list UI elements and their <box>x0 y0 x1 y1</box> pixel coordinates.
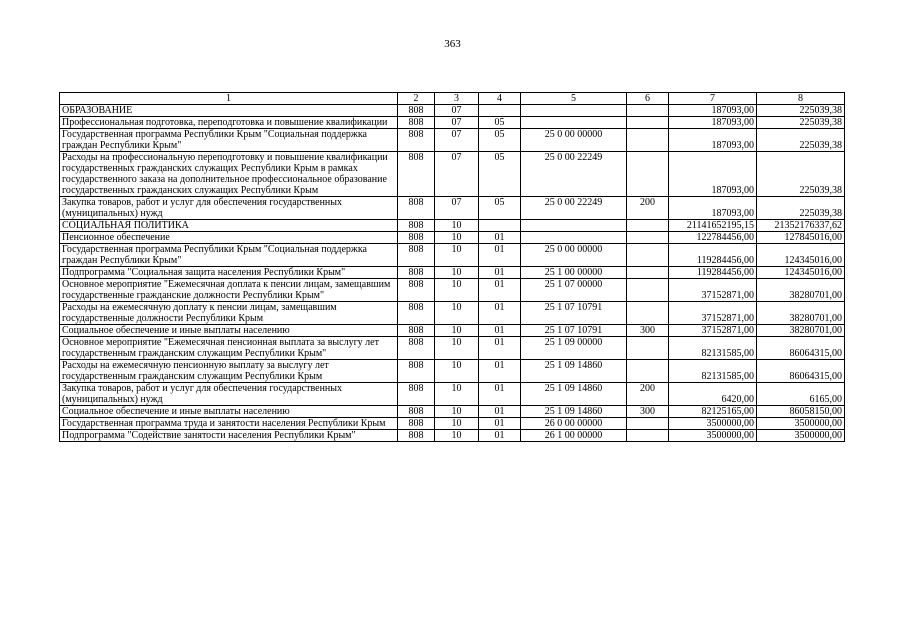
amount-year1-cell: 119284456,00 <box>669 267 757 279</box>
code-cell: 808 <box>398 105 435 117</box>
section-cell: 10 <box>435 430 479 442</box>
amount-year1-cell: 119284456,00 <box>669 244 757 267</box>
subsection-cell: 01 <box>479 383 521 406</box>
row-name-cell: Закупка товаров, работ и услуг для обеспечения государственных (муниципальных) нужд <box>60 197 398 220</box>
section-cell: 07 <box>435 117 479 129</box>
table-row <box>60 267 845 279</box>
amount-year1-cell: 3500000,00 <box>669 418 757 430</box>
column-header: 3 <box>435 93 479 105</box>
expense-type-cell <box>627 302 669 325</box>
section-cell: 10 <box>435 360 479 383</box>
amount-year2-cell: 225039,38 <box>757 117 845 129</box>
target-article-cell <box>521 220 627 232</box>
table-row <box>60 105 845 117</box>
amount-year2-cell: 21352176337,62 <box>757 220 845 232</box>
section-cell: 10 <box>435 418 479 430</box>
section-cell: 10 <box>435 383 479 406</box>
row-name-cell: Пенсионное обеспечение <box>60 232 398 244</box>
amount-year2-cell: 124345016,00 <box>757 267 845 279</box>
target-article-cell <box>521 232 627 244</box>
budget-table <box>59 92 845 442</box>
target-article-cell <box>521 117 627 129</box>
section-cell: 10 <box>435 337 479 360</box>
expense-type-cell: 200 <box>627 383 669 406</box>
subsection-cell: 01 <box>479 406 521 418</box>
target-article-cell: 25 1 09 00000 <box>521 337 627 360</box>
table-row <box>60 406 845 418</box>
section-cell: 07 <box>435 152 479 197</box>
target-article-cell: 25 1 00 00000 <box>521 267 627 279</box>
subsection-cell: 01 <box>479 360 521 383</box>
table-row <box>60 337 845 360</box>
amount-year1-cell: 122784456,00 <box>669 232 757 244</box>
code-cell: 808 <box>398 220 435 232</box>
target-article-cell: 25 0 00 22249 <box>521 152 627 197</box>
code-cell: 808 <box>398 117 435 129</box>
amount-year1-cell: 82131585,00 <box>669 337 757 360</box>
amount-year1-cell: 82131585,00 <box>669 360 757 383</box>
subsection-cell: 01 <box>479 244 521 267</box>
amount-year2-cell: 127845016,00 <box>757 232 845 244</box>
amount-year1-cell: 187093,00 <box>669 197 757 220</box>
row-name-cell: Расходы на ежемесячную доплату к пенсии лицам, замещавшим государственные должности Республики Крым <box>60 302 398 325</box>
table-row <box>60 302 845 325</box>
amount-year1-cell: 37152871,00 <box>669 279 757 302</box>
amount-year1-cell: 3500000,00 <box>669 430 757 442</box>
expense-type-cell <box>627 129 669 152</box>
column-header: 6 <box>627 93 669 105</box>
amount-year1-cell: 187093,00 <box>669 152 757 197</box>
table-row <box>60 325 845 337</box>
amount-year1-cell: 21141652195,15 <box>669 220 757 232</box>
subsection-cell: 01 <box>479 279 521 302</box>
amount-year1-cell: 187093,00 <box>669 105 757 117</box>
subsection-cell: 01 <box>479 267 521 279</box>
expense-type-cell <box>627 105 669 117</box>
target-article-cell: 25 1 07 10791 <box>521 325 627 337</box>
target-article-cell: 25 1 09 14860 <box>521 383 627 406</box>
table-row <box>60 152 845 197</box>
row-name-cell: Государственная программа Республики Крым "Социальная поддержка граждан Республики Крым" <box>60 244 398 267</box>
table-row <box>60 244 845 267</box>
table-row <box>60 220 845 232</box>
table-row <box>60 129 845 152</box>
column-header: 2 <box>398 93 435 105</box>
amount-year1-cell: 82125165,00 <box>669 406 757 418</box>
subsection-cell: 01 <box>479 418 521 430</box>
table-row <box>60 383 845 406</box>
code-cell: 808 <box>398 360 435 383</box>
expense-type-cell: 300 <box>627 406 669 418</box>
table-row <box>60 117 845 129</box>
code-cell: 808 <box>398 152 435 197</box>
section-cell: 10 <box>435 302 479 325</box>
amount-year2-cell: 3500000,00 <box>757 418 845 430</box>
amount-year1-cell: 37152871,00 <box>669 302 757 325</box>
table-header-row <box>60 93 845 105</box>
row-name-cell: СОЦИАЛЬНАЯ ПОЛИТИКА <box>60 220 398 232</box>
table-body <box>60 105 845 442</box>
amount-year2-cell: 225039,38 <box>757 105 845 117</box>
table-row <box>60 360 845 383</box>
code-cell: 808 <box>398 337 435 360</box>
row-name-cell: Расходы на профессиональную переподготовку и повышение квалификации государственных гражданских служащих Республики Крым в рамках государственного заказа на дополнительное профессиональное образование государственных гражданских служащих Республики Крым <box>60 152 398 197</box>
subsection-cell: 05 <box>479 152 521 197</box>
subsection-cell: 01 <box>479 232 521 244</box>
amount-year2-cell: 86058150,00 <box>757 406 845 418</box>
section-cell: 10 <box>435 232 479 244</box>
code-cell: 808 <box>398 244 435 267</box>
subsection-cell: 01 <box>479 325 521 337</box>
expense-type-cell <box>627 267 669 279</box>
subsection-cell: 01 <box>479 302 521 325</box>
section-cell: 10 <box>435 279 479 302</box>
column-header: 1 <box>60 93 398 105</box>
code-cell: 808 <box>398 302 435 325</box>
code-cell: 808 <box>398 430 435 442</box>
expense-type-cell <box>627 279 669 302</box>
expense-type-cell <box>627 430 669 442</box>
table-row <box>60 279 845 302</box>
table-row <box>60 418 845 430</box>
section-cell: 10 <box>435 325 479 337</box>
amount-year2-cell: 86064315,00 <box>757 360 845 383</box>
row-name-cell: Подпрограмма "Социальная защита населения Республики Крым" <box>60 267 398 279</box>
amount-year2-cell: 38280701,00 <box>757 325 845 337</box>
expense-type-cell: 300 <box>627 325 669 337</box>
target-article-cell: 25 1 07 00000 <box>521 279 627 302</box>
target-article-cell: 25 0 00 22249 <box>521 197 627 220</box>
column-header: 7 <box>669 93 757 105</box>
table-row <box>60 232 845 244</box>
subsection-cell <box>479 105 521 117</box>
amount-year1-cell: 187093,00 <box>669 117 757 129</box>
subsection-cell: 01 <box>479 430 521 442</box>
page-number: 363 <box>444 38 461 50</box>
amount-year1-cell: 187093,00 <box>669 129 757 152</box>
section-cell: 07 <box>435 197 479 220</box>
code-cell: 808 <box>398 267 435 279</box>
target-article-cell: 25 1 07 10791 <box>521 302 627 325</box>
target-article-cell: 25 0 00 00000 <box>521 129 627 152</box>
code-cell: 808 <box>398 232 435 244</box>
target-article-cell <box>521 105 627 117</box>
code-cell: 808 <box>398 129 435 152</box>
amount-year2-cell: 124345016,00 <box>757 244 845 267</box>
row-name-cell: Закупка товаров, работ и услуг для обеспечения государственных (муниципальных) нужд <box>60 383 398 406</box>
row-name-cell: Государственная программа труда и занятости населения Республики Крым <box>60 418 398 430</box>
section-cell: 10 <box>435 244 479 267</box>
amount-year2-cell: 38280701,00 <box>757 279 845 302</box>
column-header: 8 <box>757 93 845 105</box>
amount-year2-cell: 225039,38 <box>757 152 845 197</box>
subsection-cell: 05 <box>479 197 521 220</box>
row-name-cell: Основное мероприятие "Ежемесячная доплата к пенсии лицам, замещавшим государственные гражданские должности Республики Крым" <box>60 279 398 302</box>
section-cell: 10 <box>435 220 479 232</box>
expense-type-cell <box>627 220 669 232</box>
subsection-cell: 01 <box>479 337 521 360</box>
row-name-cell: Подпрограмма "Содействие занятости населения Республики Крым" <box>60 430 398 442</box>
subsection-cell: 05 <box>479 117 521 129</box>
subsection-cell: 05 <box>479 129 521 152</box>
target-article-cell: 26 0 00 00000 <box>521 418 627 430</box>
column-header: 5 <box>521 93 627 105</box>
row-name-cell: Социальное обеспечение и иные выплаты населению <box>60 406 398 418</box>
expense-type-cell <box>627 152 669 197</box>
amount-year2-cell: 3500000,00 <box>757 430 845 442</box>
expense-type-cell <box>627 117 669 129</box>
subsection-cell <box>479 220 521 232</box>
amount-year1-cell: 37152871,00 <box>669 325 757 337</box>
column-header: 4 <box>479 93 521 105</box>
code-cell: 808 <box>398 325 435 337</box>
section-cell: 07 <box>435 129 479 152</box>
target-article-cell: 25 1 09 14860 <box>521 406 627 418</box>
code-cell: 808 <box>398 279 435 302</box>
row-name-cell: Государственная программа Республики Крым "Социальная поддержка граждан Республики Крым" <box>60 129 398 152</box>
expense-type-cell <box>627 232 669 244</box>
code-cell: 808 <box>398 383 435 406</box>
amount-year2-cell: 225039,38 <box>757 197 845 220</box>
amount-year2-cell: 86064315,00 <box>757 337 845 360</box>
table-row <box>60 430 845 442</box>
target-article-cell: 25 0 00 00000 <box>521 244 627 267</box>
expense-type-cell <box>627 360 669 383</box>
row-name-cell: Профессиональная подготовка, переподготовка и повышение квалификации <box>60 117 398 129</box>
amount-year1-cell: 6420,00 <box>669 383 757 406</box>
amount-year2-cell: 225039,38 <box>757 129 845 152</box>
row-name-cell: Расходы на ежемесячную пенсионную выплату за выслугу лет государственным гражданским служащим Республики Крым <box>60 360 398 383</box>
code-cell: 808 <box>398 406 435 418</box>
section-cell: 10 <box>435 406 479 418</box>
expense-type-cell <box>627 244 669 267</box>
code-cell: 808 <box>398 197 435 220</box>
section-cell: 07 <box>435 105 479 117</box>
amount-year2-cell: 6165,00 <box>757 383 845 406</box>
expense-type-cell <box>627 337 669 360</box>
expense-type-cell: 200 <box>627 197 669 220</box>
expense-type-cell <box>627 418 669 430</box>
row-name-cell: Социальное обеспечение и иные выплаты населению <box>60 325 398 337</box>
row-name-cell: Основное мероприятие "Ежемесячная пенсионная выплата за выслугу лет государственным гражданским служащим Республики Крым" <box>60 337 398 360</box>
code-cell: 808 <box>398 418 435 430</box>
row-name-cell: ОБРАЗОВАНИЕ <box>60 105 398 117</box>
section-cell: 10 <box>435 267 479 279</box>
amount-year2-cell: 38280701,00 <box>757 302 845 325</box>
target-article-cell: 26 1 00 00000 <box>521 430 627 442</box>
table-row <box>60 197 845 220</box>
target-article-cell: 25 1 09 14860 <box>521 360 627 383</box>
